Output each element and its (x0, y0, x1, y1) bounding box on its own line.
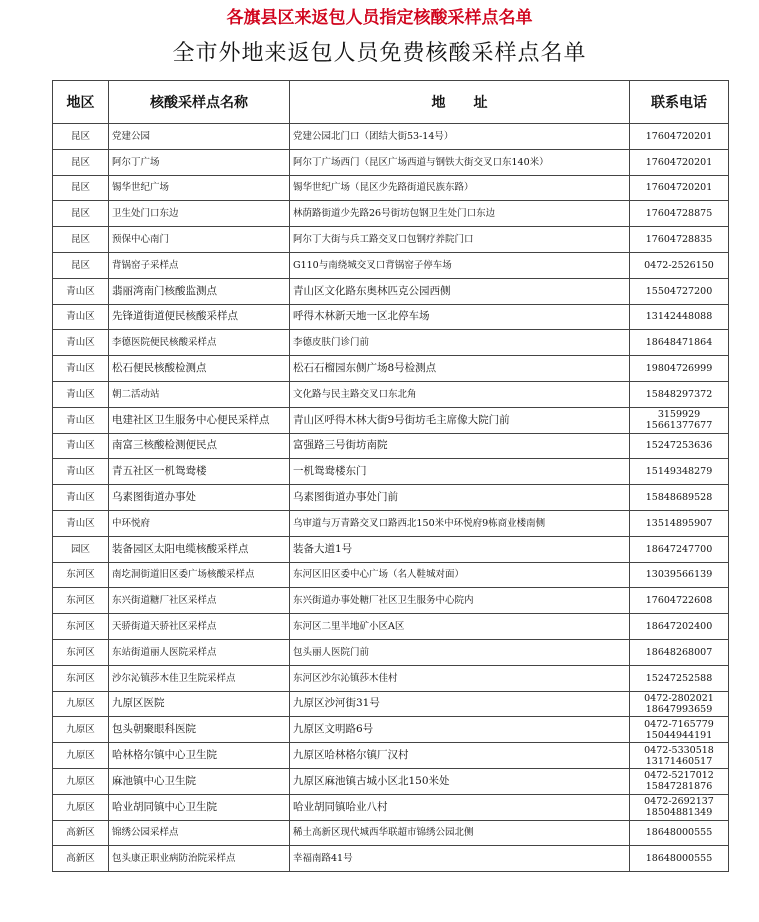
address-cell: 包头丽人医院门前 (290, 639, 630, 665)
phone-cell (630, 562, 729, 588)
phone-cell (630, 278, 729, 304)
phone-number: 17604722608 (645, 595, 713, 607)
address-cell: 富强路三号街坊南院 (290, 433, 630, 459)
site-name-cell: 青五社区一机鸳鸯楼 (109, 459, 290, 485)
district-cell: 高新区 (53, 820, 109, 846)
phone-number: 15247253636 (645, 440, 713, 452)
site-name-cell: 乌素图街道办事处 (109, 485, 290, 511)
address-cell: 东河区旧区委中心广场（名人鞋城对面） (290, 562, 630, 588)
phone-number: 13514895907 (645, 517, 713, 529)
phone-cell (630, 691, 729, 717)
table-row (53, 768, 729, 794)
table-row (53, 407, 729, 433)
phone-number: 18648268007 (645, 646, 713, 658)
district-cell: 青山区 (53, 278, 109, 304)
site-name-cell: 哈业胡同镇中心卫生院 (109, 794, 290, 820)
table-row (53, 794, 729, 820)
address-cell: 呼得木林新天地一区北停车场 (290, 304, 630, 330)
phone-cell (630, 768, 729, 794)
phone-cell (630, 304, 729, 330)
district-cell: 东河区 (53, 639, 109, 665)
phone-cell (630, 639, 729, 665)
table-row (53, 820, 729, 846)
phone-cell (630, 536, 729, 562)
table-body (53, 124, 729, 872)
phone-cell (630, 330, 729, 356)
district-cell: 青山区 (53, 304, 109, 330)
phone-number: 0472-7165779 (644, 718, 714, 730)
table-row (53, 278, 729, 304)
phone-number: 13142448088 (645, 311, 713, 323)
table-row (53, 846, 729, 872)
table-row (53, 227, 729, 253)
table-row (53, 433, 729, 459)
phone-number: 15149348279 (645, 466, 713, 478)
table-row (53, 717, 729, 743)
phone-number: 15848297372 (645, 388, 713, 400)
phone-number: 0472-5330518 (644, 744, 714, 756)
table-row (53, 201, 729, 227)
phone-cell (630, 459, 729, 485)
phone-number: 15044944191 (645, 729, 713, 741)
phone-cell (630, 149, 729, 175)
column-header-phone: 联系电话 (630, 81, 729, 124)
address-cell: G110与南绕城交叉口背锅窑子停车场 (290, 252, 630, 278)
district-cell: 东河区 (53, 614, 109, 640)
district-cell: 青山区 (53, 433, 109, 459)
site-name-cell: 麻池镇中心卫生院 (109, 768, 290, 794)
district-cell: 昆区 (53, 227, 109, 253)
table-row (53, 588, 729, 614)
district-cell: 九原区 (53, 743, 109, 769)
phone-number: 15661377677 (645, 420, 713, 432)
table-row (53, 356, 729, 382)
headline: 各旗县区来返包人员指定核酸采样点名单 (226, 8, 533, 28)
phone-cell (630, 820, 729, 846)
district-cell: 青山区 (53, 485, 109, 511)
phone-number: 19804726999 (645, 363, 713, 375)
column-header-address: 地 址 (290, 81, 630, 124)
phone-number: 15504727200 (645, 285, 713, 297)
address-cell: 东河区沙尔沁镇莎木佳村 (290, 665, 630, 691)
phone-number: 13039566139 (645, 569, 713, 581)
address-cell: 幸福南路41号 (290, 846, 630, 872)
phone-number: 13171460517 (645, 755, 713, 767)
site-name-cell: 包头康正职业病防治院采样点 (109, 846, 290, 872)
phone-cell (630, 665, 729, 691)
phone-cell (630, 794, 729, 820)
phone-cell (630, 201, 729, 227)
district-cell: 青山区 (53, 510, 109, 536)
table-row (53, 485, 729, 511)
address-cell: 锡华世纪广场（昆区少先路街道民族东路） (290, 175, 630, 201)
table-row (53, 304, 729, 330)
phone-number: 18647202400 (645, 621, 713, 633)
phone-cell (630, 175, 729, 201)
phone-cell (630, 407, 729, 433)
site-name-cell: 哈林格尔镇中心卫生院 (109, 743, 290, 769)
site-name-cell: 东站街道丽人医院采样点 (109, 639, 290, 665)
district-cell: 东河区 (53, 665, 109, 691)
phone-cell (630, 381, 729, 407)
site-name-cell: 先锋道街道便民核酸采样点 (109, 304, 290, 330)
phone-number: 18648471864 (645, 337, 713, 349)
table-row (53, 743, 729, 769)
address-cell: 哈业胡同镇哈业八村 (290, 794, 630, 820)
phone-number: 0472-2692137 (644, 796, 714, 808)
phone-number: 17604720201 (645, 182, 713, 194)
site-name-cell: 李德医院便民核酸采样点 (109, 330, 290, 356)
phone-cell (630, 124, 729, 150)
address-cell: 党建公园北门口（团结大街53-14号） (290, 124, 630, 150)
district-cell: 园区 (53, 536, 109, 562)
table-row (53, 459, 729, 485)
site-name-cell: 包头朝聚眼科医院 (109, 717, 290, 743)
sampling-site-table (52, 80, 729, 872)
phone-cell (630, 356, 729, 382)
phone-number: 18647993659 (645, 703, 713, 715)
phone-number: 15847281876 (645, 781, 713, 793)
address-cell: 装备大道1号 (290, 536, 630, 562)
table-row (53, 614, 729, 640)
site-name-cell: 背锅窑子采样点 (109, 252, 290, 278)
phone-number: 17604728875 (645, 208, 713, 220)
district-cell: 昆区 (53, 124, 109, 150)
table-header-row (53, 81, 729, 124)
district-cell: 东河区 (53, 562, 109, 588)
site-name-cell: 锦绣公园采样点 (109, 820, 290, 846)
district-cell: 九原区 (53, 794, 109, 820)
table-row (53, 175, 729, 201)
address-cell: 林荫路街道少先路26号街坊包钢卫生处门口东边 (290, 201, 630, 227)
site-name-cell: 九原区医院 (109, 691, 290, 717)
phone-number: 0472-5217012 (644, 770, 714, 782)
site-name-cell: 预保中心南门 (109, 227, 290, 253)
phone-number: 3159929 (657, 409, 701, 421)
address-cell: 九原区沙河街31号 (290, 691, 630, 717)
site-name-cell: 阿尔丁广场 (109, 149, 290, 175)
site-name-cell: 党建公园 (109, 124, 290, 150)
site-name-cell: 电建社区卫生服务中心便民采样点 (109, 407, 290, 433)
district-cell: 高新区 (53, 846, 109, 872)
site-name-cell: 翡丽湾南门核酸监测点 (109, 278, 290, 304)
district-cell: 青山区 (53, 356, 109, 382)
address-cell: 乌素图街道办事处门前 (290, 485, 630, 511)
phone-number: 0472-2802021 (644, 692, 714, 704)
address-cell: 青山区呼得木林大街9号街坊毛主席像大院门前 (290, 407, 630, 433)
table-row (53, 562, 729, 588)
table-row (53, 536, 729, 562)
phone-cell (630, 614, 729, 640)
phone-cell (630, 485, 729, 511)
address-cell: 九原区哈林格尔镇厂汉村 (290, 743, 630, 769)
district-cell: 东河区 (53, 588, 109, 614)
column-header-site: 核酸采样点名称 (109, 81, 290, 124)
district-cell: 九原区 (53, 717, 109, 743)
district-cell: 昆区 (53, 201, 109, 227)
district-cell: 青山区 (53, 330, 109, 356)
phone-number: 18648000555 (645, 853, 713, 865)
address-cell: 阿尔丁大街与兵工路交叉口包钢疗养院门口 (290, 227, 630, 253)
address-cell: 九原区麻池镇古城小区北150米处 (290, 768, 630, 794)
district-cell: 昆区 (53, 149, 109, 175)
district-cell: 青山区 (53, 459, 109, 485)
phone-number: 15247252588 (645, 672, 713, 684)
site-name-cell: 装备园区太阳电缆核酸采样点 (109, 536, 290, 562)
district-cell: 九原区 (53, 691, 109, 717)
address-cell: 松石石榴园东侧广场8号检测点 (290, 356, 630, 382)
address-cell: 稀土高新区现代城西华联超市锦绣公园北侧 (290, 820, 630, 846)
district-cell: 青山区 (53, 381, 109, 407)
site-name-cell: 卫生处门口东边 (109, 201, 290, 227)
table-row (53, 665, 729, 691)
phone-number: 15848689528 (645, 492, 713, 504)
phone-cell (630, 510, 729, 536)
phone-cell (630, 227, 729, 253)
address-cell: 东兴街道办事处糖厂社区卫生服务中心院内 (290, 588, 630, 614)
table-row (53, 124, 729, 150)
address-cell: 乌审道与万青路交叉口路西北150米中环悦府9栋商业楼南侧 (290, 510, 630, 536)
site-name-cell: 锡华世纪广场 (109, 175, 290, 201)
phone-cell (630, 588, 729, 614)
phone-cell (630, 717, 729, 743)
address-cell: 一机鸳鸯楼东门 (290, 459, 630, 485)
site-name-cell: 朝二活动站 (109, 381, 290, 407)
phone-cell (630, 252, 729, 278)
column-header-district: 地区 (53, 81, 109, 124)
address-cell: 阿尔丁广场西门（昆区广场西道与钢铁大街交叉口东140米） (290, 149, 630, 175)
table-row (53, 252, 729, 278)
phone-number: 17604728835 (645, 234, 713, 246)
address-cell: 青山区文化路东奥林匹克公园西侧 (290, 278, 630, 304)
table-row (53, 639, 729, 665)
phone-cell (630, 433, 729, 459)
table-row (53, 149, 729, 175)
phone-number: 18504881349 (645, 807, 713, 819)
phone-number: 18647247700 (645, 543, 713, 555)
site-name-cell: 东兴街道糖厂社区采样点 (109, 588, 290, 614)
table-row (53, 330, 729, 356)
site-name-cell: 松石便民核酸检测点 (109, 356, 290, 382)
address-cell: 九原区文明路6号 (290, 717, 630, 743)
site-name-cell: 南圪洞街道旧区委广场核酸采样点 (109, 562, 290, 588)
document-title: 全市外地来返包人员免费核酸采样点名单 (172, 41, 587, 66)
phone-number: 17604720201 (645, 130, 713, 142)
district-cell: 昆区 (53, 175, 109, 201)
site-name-cell: 沙尔沁镇莎木佳卫生院采样点 (109, 665, 290, 691)
site-name-cell: 天骄街道天骄社区采样点 (109, 614, 290, 640)
phone-number: 0472-2526150 (644, 259, 714, 271)
address-cell: 李德皮肤门诊门前 (290, 330, 630, 356)
table-row (53, 691, 729, 717)
phone-cell (630, 846, 729, 872)
site-name-cell: 中环悦府 (109, 510, 290, 536)
address-cell: 东河区二里半地矿小区A区 (290, 614, 630, 640)
site-name-cell: 南富三核酸检测便民点 (109, 433, 290, 459)
address-cell: 文化路与民主路交叉口东北角 (290, 381, 630, 407)
table-row (53, 510, 729, 536)
district-cell: 青山区 (53, 407, 109, 433)
phone-number: 18648000555 (645, 827, 713, 839)
district-cell: 昆区 (53, 252, 109, 278)
phone-cell (630, 743, 729, 769)
phone-number: 17604720201 (645, 156, 713, 168)
table-row (53, 381, 729, 407)
district-cell: 九原区 (53, 768, 109, 794)
